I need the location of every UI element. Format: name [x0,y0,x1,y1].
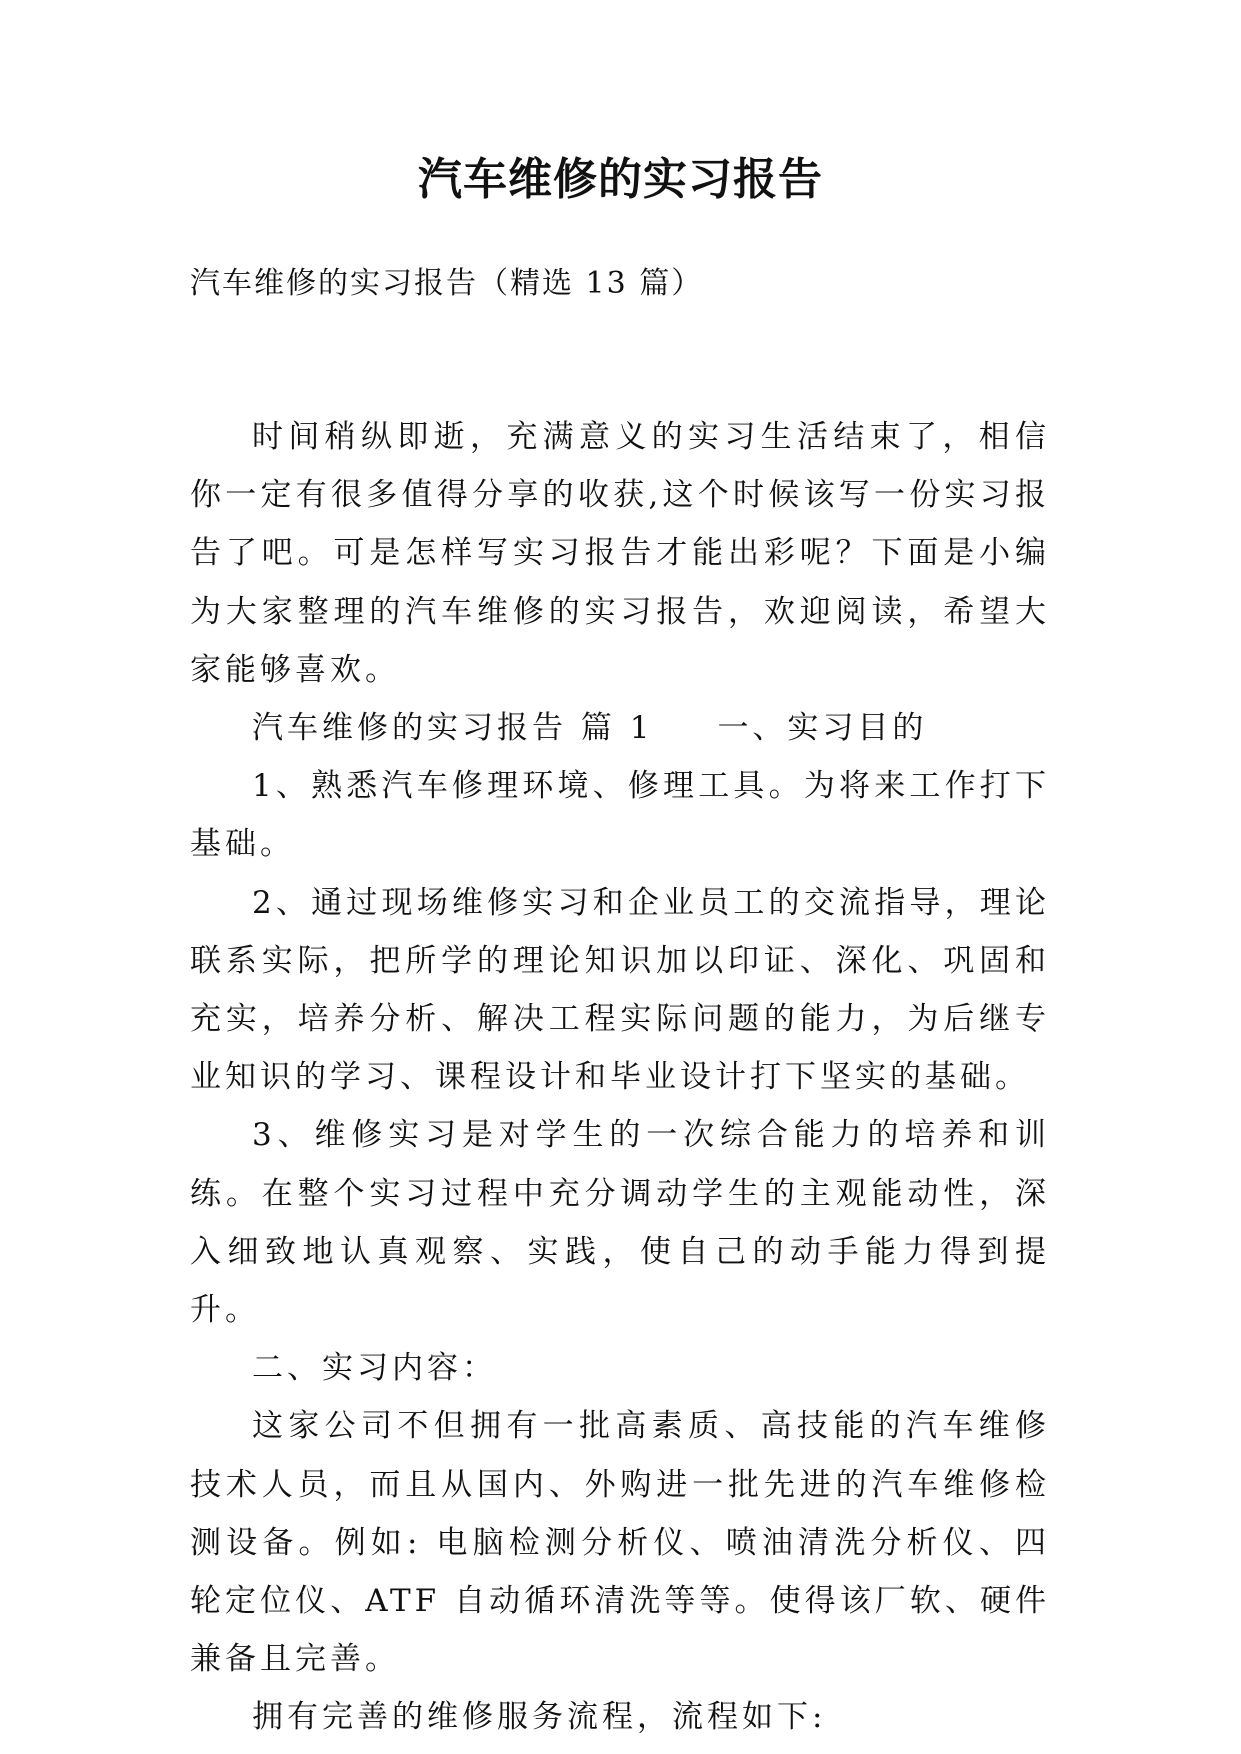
list-item: 1、熟悉汽车修理环境、修理工具。为将来工作打下基础。 [190,768,1050,863]
part-label: 汽车维修的实习报告 篇 1 [252,710,654,747]
list-item: 2、通过现场维修实习和企业员工的交流指导，理论联系实际，把所学的理论知识加以印证、深化、巩固和充实，培养分析、解决工程实际问题的能力，为后继专业知识的学习、课程设计和毕业设计打下坚实的基础。 [190,884,1050,1096]
intro-paragraph: 时间稍纵即逝，充满意义的实习生活结束了，相信你一定有很多值得分享的收获,这个时候该写一份实习报告了吧。可是怎样写实习报告才能出彩呢？下面是小编为大家整理的汽车维修的实习报告，欢迎阅读，希望大家能够喜欢。 [190,419,1050,688]
list-item: 3、维修实习是对学生的一次综合能力的培养和训练。在整个实习过程中充分调动学生的主观能动性，深入细致地认真观察、实践，使自己的动手能力得到提升。 [190,1117,1050,1329]
section-heading: 一、实习目的 [717,710,928,747]
section2-heading: 二、实习内容： [252,1350,497,1387]
section-heading-line [190,699,1050,757]
document-body [190,408,1050,1747]
section2-paragraph: 拥有完善的维修服务流程，流程如下: [252,1699,827,1736]
document-subtitle: 汽车维修的实习报告（精选 13 篇） [190,266,704,301]
document-title: 汽车维修的实习报告 [418,154,823,205]
section2-paragraph: 这家公司不但拥有一批高素质、高技能的汽车维修技术人员，而且从国内、外购进一批先进的汽车维修检测设备。例如: 电脑检测分析仪、喷油清洗分析仪、四轮定位仪、ATF 自动循环清洗等等。使得该厂软、硬件兼备且完善。 [190,1408,1050,1678]
